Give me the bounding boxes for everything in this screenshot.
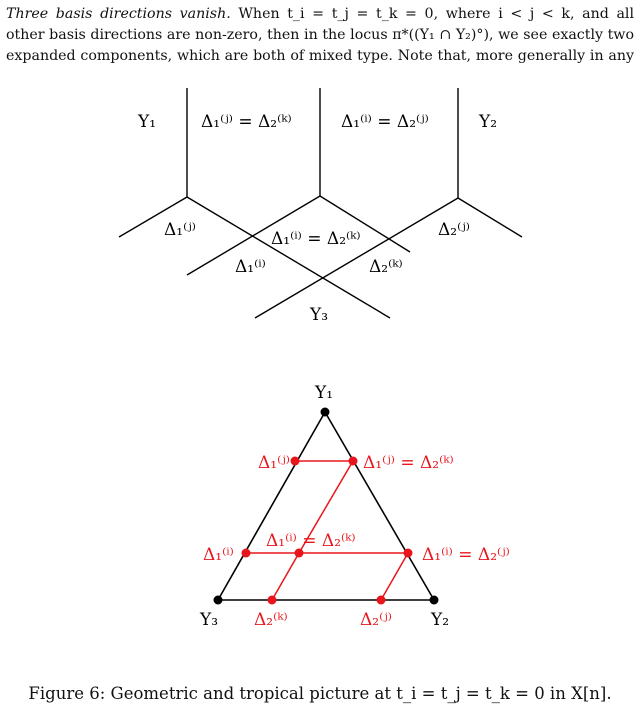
point-label-d2k-bottom: Δ₂⁽ᵏ⁾: [254, 610, 288, 630]
vertex-y1: [321, 408, 330, 417]
point-label-d1i-eq-d2k: Δ₁⁽ⁱ⁾ = Δ₂⁽ᵏ⁾: [266, 531, 356, 551]
tropical-diagram: [119, 88, 522, 318]
vertex-label-y2: Y₂: [431, 610, 450, 630]
paragraph-line-2: other basis directions are non-zero, then in the locus π*((Y₁ ∩ Y₂)°), we see exactly two: [6, 27, 634, 43]
red-line-diagonal-right: [381, 553, 408, 600]
point-d1j-eq-d2k: [349, 457, 358, 466]
vertex-y3: [214, 596, 223, 605]
geometric-vertex-labels: [199, 383, 449, 630]
tropical-label-d1j: Δ₁⁽ʲ⁾: [164, 220, 196, 240]
vertex-label-y3: Y₃: [200, 610, 219, 630]
tropical-labels: [137, 112, 497, 325]
point-d1i-eq-d2j: [404, 549, 413, 558]
paragraph-lead: Three basis directions vanish.: [6, 6, 231, 22]
red-line-diagonal-lower: [272, 553, 299, 600]
point-d2j-bottom: [377, 596, 386, 605]
figure-caption: Figure 6: Geometric and tropical picture at t_i = t_j = t_k = 0 in X[n].: [28, 684, 612, 703]
point-label-d1j: Δ₁⁽ʲ⁾: [258, 453, 290, 473]
point-d1j: [291, 457, 300, 466]
vertex-label-y1: Y₁: [315, 383, 334, 403]
tropical-label-d1i: Δ₁⁽ⁱ⁾: [235, 257, 266, 277]
tropical-label-y1: Y₁: [138, 112, 157, 132]
point-label-d1j-eq-d2k: Δ₁⁽ʲ⁾ = Δ₂⁽ᵏ⁾: [363, 453, 454, 473]
point-label-d1i-left: Δ₁⁽ⁱ⁾: [203, 545, 234, 565]
paragraph-line-1-text: When t_i = t_j = t_k = 0, where i < j < k, and all: [230, 6, 634, 22]
point-label-d2j-bottom: Δ₂⁽ʲ⁾: [360, 610, 392, 630]
triangle-edge-left: [218, 412, 325, 600]
tropical-label-y3: Y₃: [310, 305, 329, 325]
triangle-edge-right: [325, 412, 434, 600]
tropical-label-d1i-eq-d2j: Δ₁⁽ⁱ⁾ = Δ₂⁽ʲ⁾: [341, 112, 429, 132]
point-label-d1i-eq-d2j: Δ₁⁽ⁱ⁾ = Δ₂⁽ʲ⁾: [422, 545, 510, 565]
tropical-label-d2j: Δ₂⁽ʲ⁾: [438, 220, 470, 240]
tropical-label-d2k: Δ₂⁽ᵏ⁾: [369, 257, 403, 277]
tropical-label-y2: Y₂: [479, 112, 498, 132]
tropical-label-d1j-eq-d2k: Δ₁⁽ʲ⁾ = Δ₂⁽ᵏ⁾: [201, 112, 292, 132]
geometric-point-labels: [203, 453, 510, 630]
point-d2k-bottom: [268, 596, 277, 605]
paragraph-line-3: expanded components, which are both of mixed type. Note that, more generally in any: [6, 48, 634, 64]
point-d1i-left: [242, 549, 251, 558]
vertex-y2: [430, 596, 439, 605]
tropical-label-d1i-eq-d2k: Δ₁⁽ⁱ⁾ = Δ₂⁽ᵏ⁾: [271, 229, 361, 249]
